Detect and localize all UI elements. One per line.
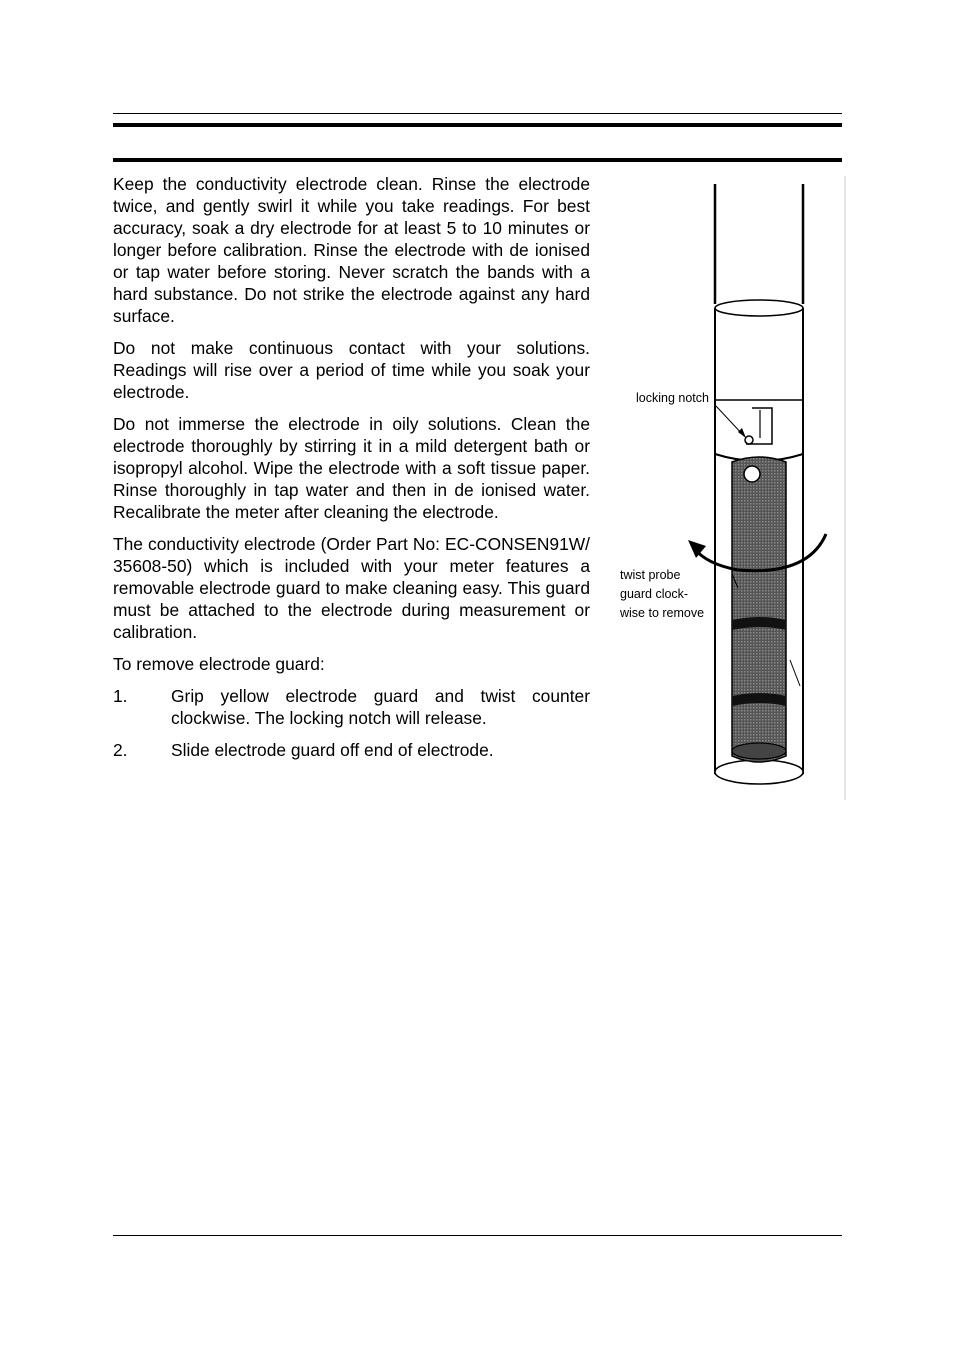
list-number: 2. [113,740,128,760]
header-bottom-rule [113,158,842,162]
paragraph-keep-clean: Keep the conductivity electrode clean. Rinse the electrode twice, and gently swirl it while you take readings. For best accuracy, soak a dry electrode for at least 5 to 10 minutes or longer before calibration. Rinse the electrode with de ionised or tap water before storing. Never scratch the bands with a hard substance. Do not strike the electrode against any hard surface. [113,174,590,326]
paragraph-oily-solutions: Do not immerse the electrode in oily solutions. Clean the electrode thoroughly by stirring it in a mild detergent bath or isopropyl alcohol. Wipe the electrode with a soft tissue paper. Rinse thoroughly in tap water and then in de ionised water. Recalibrate the meter after cleaning the electrode. [113,414,590,522]
paragraph-remove-intro: To remove electrode guard: [113,654,325,674]
label-twist-line1: twist probe [620,568,681,582]
guard-bottom-opening [715,760,803,784]
pointer-line [790,660,800,686]
paragraph-electrode-guard: The conductivity electrode (Order Part No: EC-CONSEN91W/ 35608-50) which is included with your meter features a removable electrode guard to make cleaning easy. This guard must be attached to the electrode during measurement or calibration. [113,534,590,642]
locking-notch-leader-arrow [738,428,746,438]
locking-pin [745,436,753,444]
body-text [113,173,590,771]
paragraph-continuous-contact: Do not make continuous contact with your solutions. Readings will rise over a period of time while you soak your electrode. [113,338,590,402]
label-twist-line2: guard clock- [620,587,689,601]
header-thin-rule [113,113,842,114]
electrode-diagram [612,176,848,800]
list-item [113,685,590,729]
electrode-tip [732,743,786,759]
label-twist-line3: wise to remove [620,606,705,620]
electrode-illustration [612,176,848,800]
shaft-collar-top [715,300,803,316]
list-number: 1. [113,686,128,706]
electrode-mesh [732,457,786,762]
label-locking-notch: locking notch [636,391,709,405]
list-item [113,739,590,761]
list-text: Grip yellow electrode guard and twist counter clockwise. The locking notch will release. [171,686,590,728]
list-text: Slide electrode guard off end of electrode. [171,740,494,760]
footer-rule [113,1235,842,1236]
header-thick-rule [113,123,842,127]
electrode-vent-hole [744,466,760,482]
